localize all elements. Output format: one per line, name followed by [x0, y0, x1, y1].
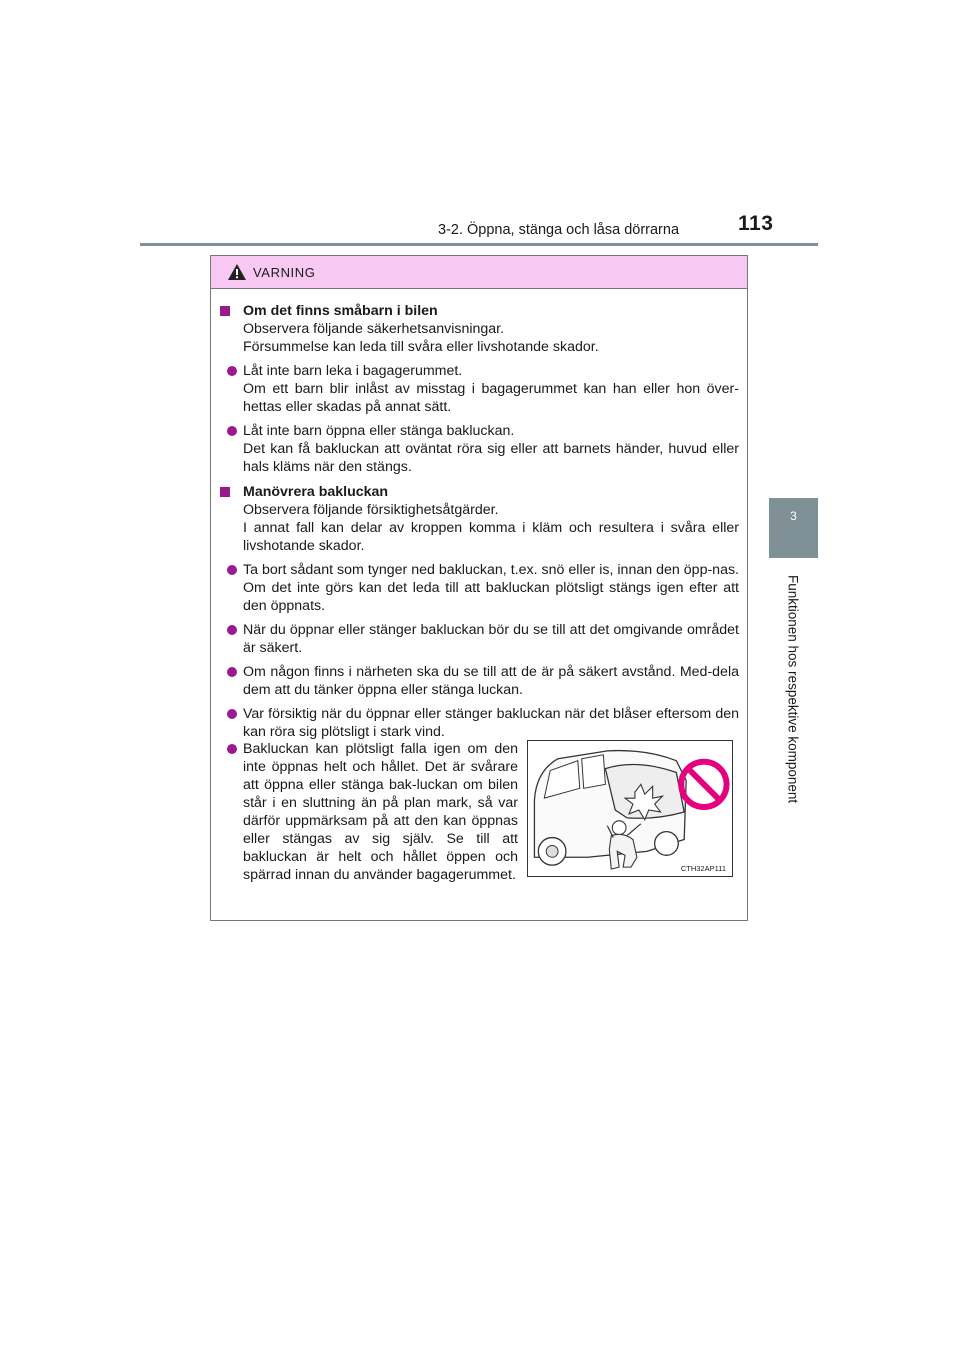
square-bullet-icon [220, 306, 230, 316]
list-item: Låt inte barn leka i bagagerummet. Om ett barn blir inlåst av misstag i bagagerummet kan han eller hon över-hettas eller skadas på annat sätt. [211, 362, 747, 416]
chapter-title: Funktionen hos respektive komponent [785, 574, 801, 804]
list-item: Bakluckan kan plötsligt falla igen om den inte öppnas helt och hållet. Det är svårare att öppna eller stänga bak-luckan om bilen står i en sluttning än på plan mark, så var därför uppmärksam på att den kan öppnas eller stängas av sig själv. Se till att bakluckan är helt och hållet öppen och spärrad innan du använder bagagerummet. [243, 740, 518, 884]
list-item: Ta bort sådant som tynger ned bakluckan, t.ex. snö eller is, innan den öpp-nas. Om det inte görs kan det leda till att bakluckan plötsligt stängs igen efter att den öppnats. [211, 561, 747, 615]
circle-bullet-icon [227, 565, 237, 575]
list-item: Låt inte barn öppna eller stänga bakluckan. Det kan få bakluckan att oväntat röra sig eller att barnets händer, huvud eller hals kläms när den stängs. [211, 422, 747, 476]
circle-bullet-icon [227, 366, 237, 376]
header-rule [140, 243, 818, 246]
section-body: Observera följande säkerhetsanvisningar. Försummelse kan leda till svåra eller livshotande skador. [243, 321, 599, 355]
warning-triangle-icon [227, 263, 247, 281]
warning-title: VARNING [253, 264, 316, 280]
warning-header [211, 256, 747, 289]
section-title: Manövrera bakluckan [211, 483, 747, 501]
section-title: Om det finns småbarn i bilen [211, 302, 747, 320]
car-tailgate-drawing [528, 741, 732, 876]
circle-bullet-icon [227, 744, 237, 754]
warning-box [210, 255, 748, 921]
running-header: 3-2. Öppna, stänga och låsa dörrarna [438, 222, 680, 238]
circle-bullet-icon [227, 625, 237, 635]
circle-bullet-icon [227, 709, 237, 719]
list-item: Om någon finns i närheten ska du se till att de är på säkert avstånd. Med-dela dem att du tänker öppna eller stänga luckan. [211, 663, 747, 699]
tailgate-illustration [527, 740, 733, 877]
chapter-side-label [768, 560, 818, 818]
circle-bullet-icon [227, 426, 237, 436]
circle-bullet-icon [227, 667, 237, 677]
illustrated-warning [211, 740, 747, 910]
illustration-code: CTH32AP111 [680, 864, 726, 873]
chapter-tab: 3 [769, 498, 818, 558]
page-number: 113 [738, 212, 774, 235]
warning-content [211, 302, 747, 741]
square-bullet-icon [220, 487, 230, 497]
section-body: Observera följande försiktighetsåtgärder. I annat fall kan delar av kroppen komma i kläm och resultera i svåra eller livshotande skador. [243, 502, 739, 554]
list-item: När du öppnar eller stänger bakluckan bör du se till att det omgivande området är säkert. [211, 621, 747, 657]
list-item: Var försiktig när du öppnar eller stänger bakluckan när det blåser eftersom den kan röra sig plötsligt i stark vind. [211, 705, 747, 741]
